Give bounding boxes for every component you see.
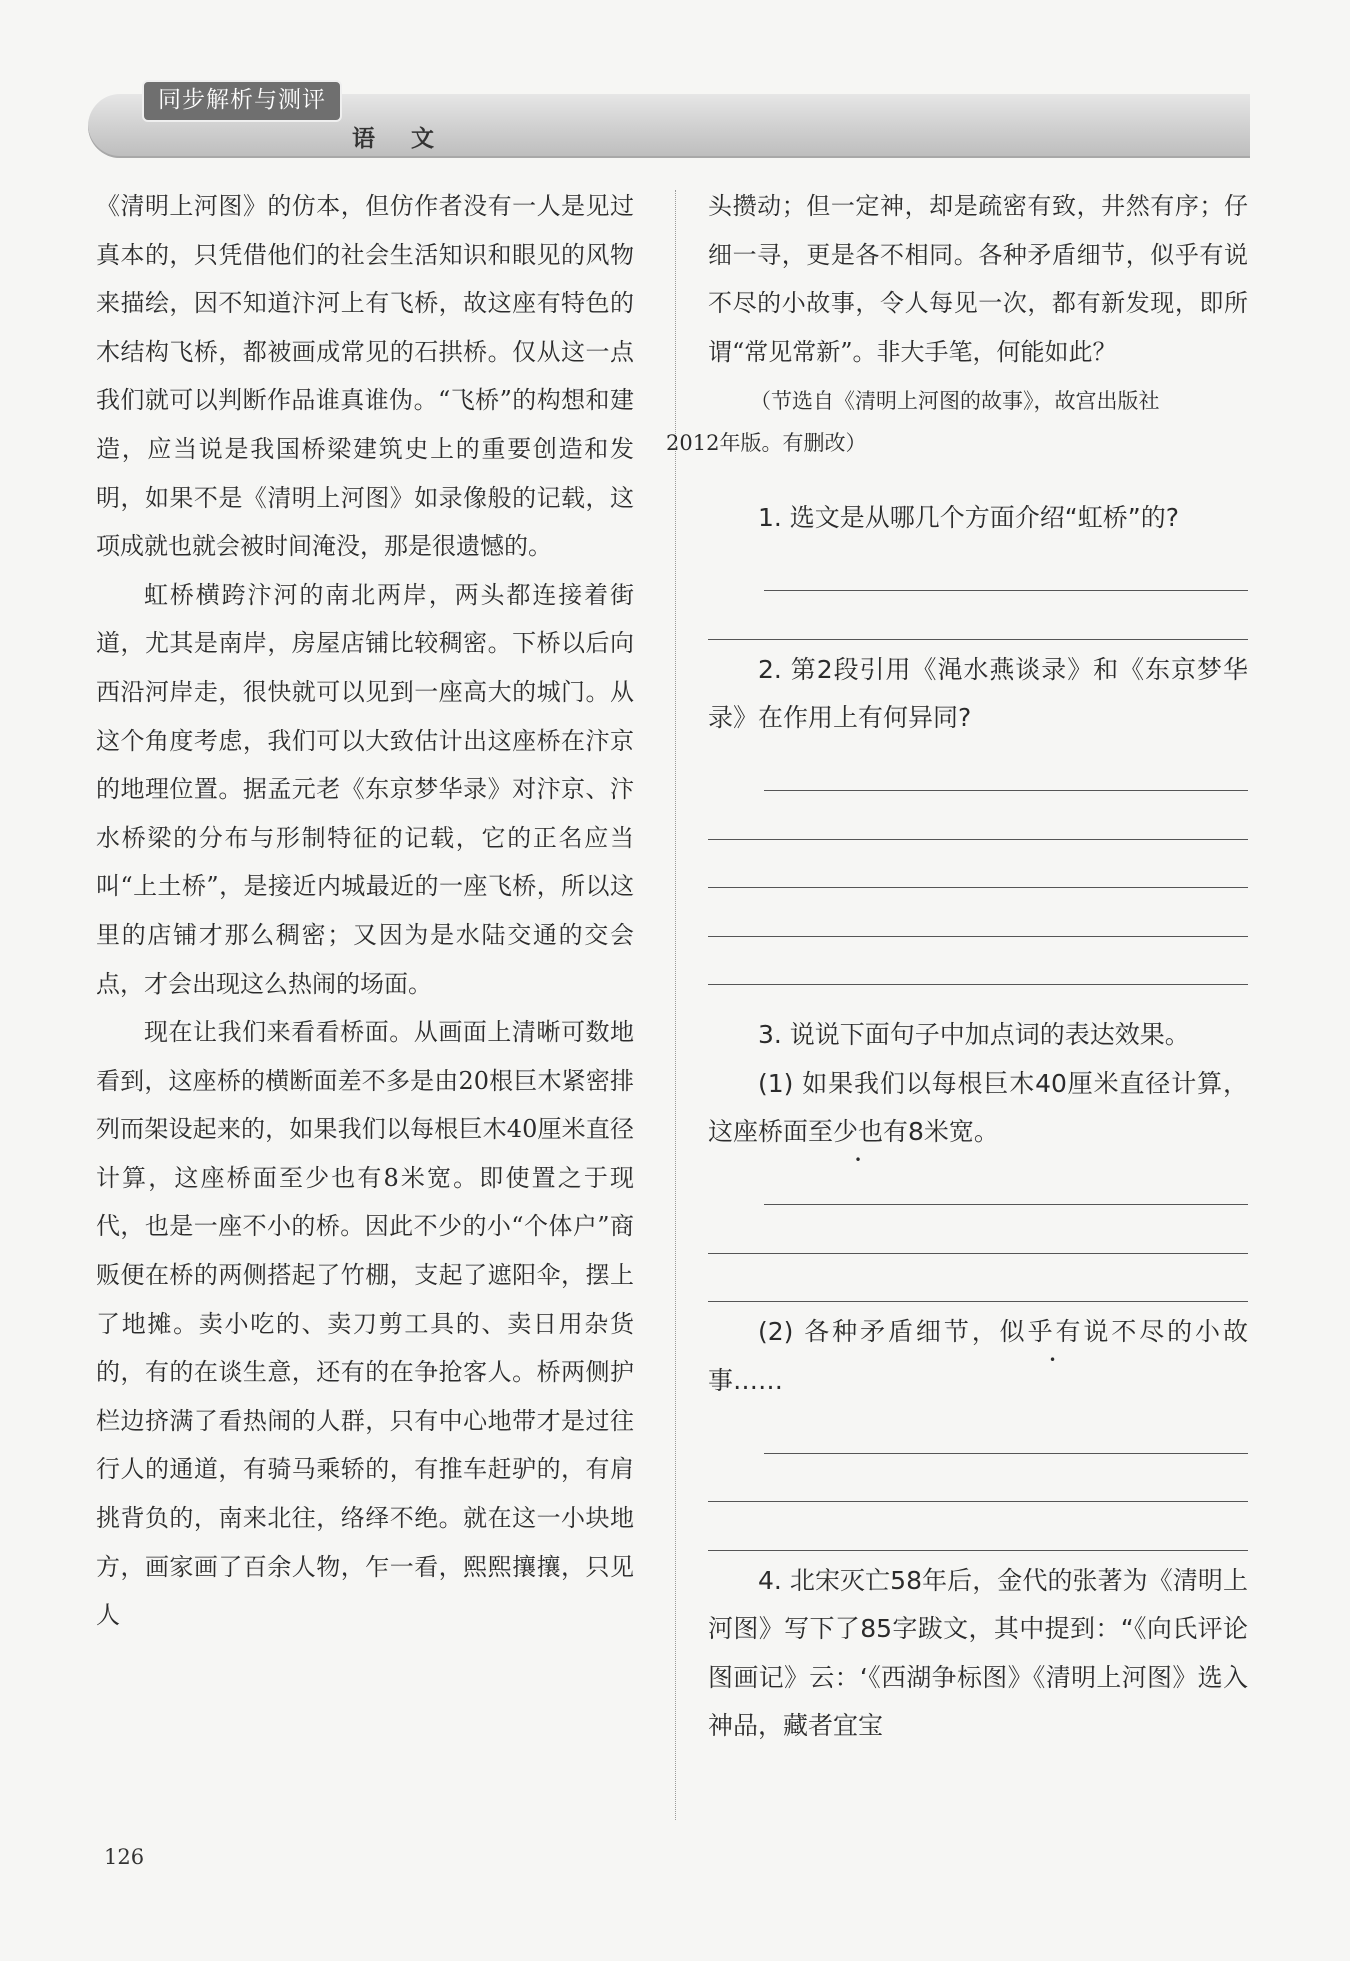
- answer-line[interactable]: [708, 1205, 1248, 1254]
- answer-line[interactable]: [764, 1405, 1248, 1454]
- passage-paragraph-2: 虹桥横跨汴河的南北两岸，两头都连接着街道，尤其是南岸，房屋店铺比较稠密。下桥以后向西沿河岸走，很快就可以见到一座高大的城门。从这个角度考虑，我们可以大致估计出这座桥在汴京的地理位置。据孟元老《东京梦华录》对汴京、汴水桥梁的分布与形制特征的记载，它的正名应当叫“上土桥”，是接近内城最近的一座飞桥，所以这里的店铺才那么稠密；又因为是水陆交通的交会点，才会出现这么热闹的场面。: [96, 580, 634, 998]
- question-3: 3. 说说下面句子中加点词的表达效果。: [758, 1020, 1190, 1050]
- passage-continuation: 头攒动；但一定神，却是疏密有致，井然有序；仔细一寻，更是各不相同。各种矛盾细节，似乎有说不尽的小故事，令人每见一次，都有新发现，即所谓“常见常新”。非大手笔，何能如此？: [708, 192, 1248, 366]
- series-title: 同步解析与测评: [142, 80, 342, 122]
- answer-line[interactable]: [708, 937, 1248, 986]
- answer-line[interactable]: [764, 743, 1248, 792]
- source-line-1: （节选自《清明上河图的故事》，故宫出版社: [750, 389, 1160, 414]
- passage-paragraph-1: 《清明上河图》的仿本，但仿作者没有一人是见过真本的，只凭借他们的社会生活知识和眼见的风物来描绘，因不知道汴河上有飞桥，故这座有特色的木结构飞桥，都被画成常见的石拱桥。仅从这一点我们就可以判断作品谁真谁伪。“飞桥”的构想和建造，应当说是我国桥梁建筑史上的重要创造和发明，如果不是《清明上河图》如录像般的记载，这项成就也就会被时间淹没，那是很遗憾的。: [96, 192, 634, 561]
- emphasized-word-zhishao: 至少: [808, 1117, 859, 1147]
- answer-line[interactable]: [764, 543, 1248, 592]
- subject-label: 语 文: [352, 126, 449, 152]
- question-2: 2. 第2段引用《渑水燕谈录》和《东京梦华录》在作用上有何异同?: [708, 654, 1248, 733]
- q3-1-text-before: (1) 如果我们以每根巨木40厘米直径计算，这座桥面: [708, 1068, 1248, 1147]
- answer-line[interactable]: [708, 591, 1248, 640]
- answer-line[interactable]: [708, 888, 1248, 937]
- source-citation: [666, 380, 1248, 464]
- answer-line[interactable]: [708, 840, 1248, 889]
- question-1: 1. 选文是从哪几个方面介绍“虹桥”的?: [758, 503, 1179, 533]
- emphasized-word-sihu: 似乎: [999, 1317, 1056, 1347]
- left-column: [96, 182, 634, 1640]
- source-line-2: 2012年版。有删改）: [666, 431, 867, 456]
- answer-line[interactable]: [708, 1454, 1248, 1503]
- question-4: 4. 北宋灭亡58年后，金代的张著为《清明上河图》写下了85字跋文，其中提到：“《向氏评论图画记》云：‘《西湖争标图》《清明上河图》选入神品，藏者宜宝: [708, 1565, 1248, 1741]
- answer-line[interactable]: [708, 791, 1248, 840]
- q3-2-text-before: (2) 各种矛盾细节，: [758, 1317, 1000, 1347]
- q3-2-text-after: 有说不尽的小故事……: [708, 1317, 1248, 1395]
- answer-line[interactable]: [708, 1254, 1248, 1303]
- q3-1-text-after: 也有8米宽。: [858, 1117, 999, 1147]
- question-3-part-1: [708, 1060, 1248, 1157]
- passage-paragraph-3: 现在让我们来看看桥面。从画面上清晰可数地看到，这座桥的横断面差不多是由20根巨木紧密排列而架设起来的，如果我们以每根巨木40厘米直径计算，这座桥面至少也有8米宽。即使置之于现代，也是一座不小的桥。因此不少的小“个体户”商贩便在桥的两侧搭起了竹棚，支起了遮阳伞，摆上了地摊。卖小吃的、卖刀剪工具的、卖日用杂货的，有的在谈生意，还有的在争抢客人。桥两侧护栏边挤满了看热闹的人群，只有中心地带才是过往行人的通道，有骑马乘轿的，有推车赶驴的，有肩挑背负的，南来北往，络绎不绝。就在这一小块地方，画家画了百余人物，乍一看，熙熙攘攘，只见人: [96, 1018, 634, 1630]
- right-column: [666, 182, 1248, 1751]
- page-number: 126: [104, 1845, 145, 1869]
- question-3-part-2: [708, 1308, 1248, 1405]
- answer-line[interactable]: [708, 1502, 1248, 1551]
